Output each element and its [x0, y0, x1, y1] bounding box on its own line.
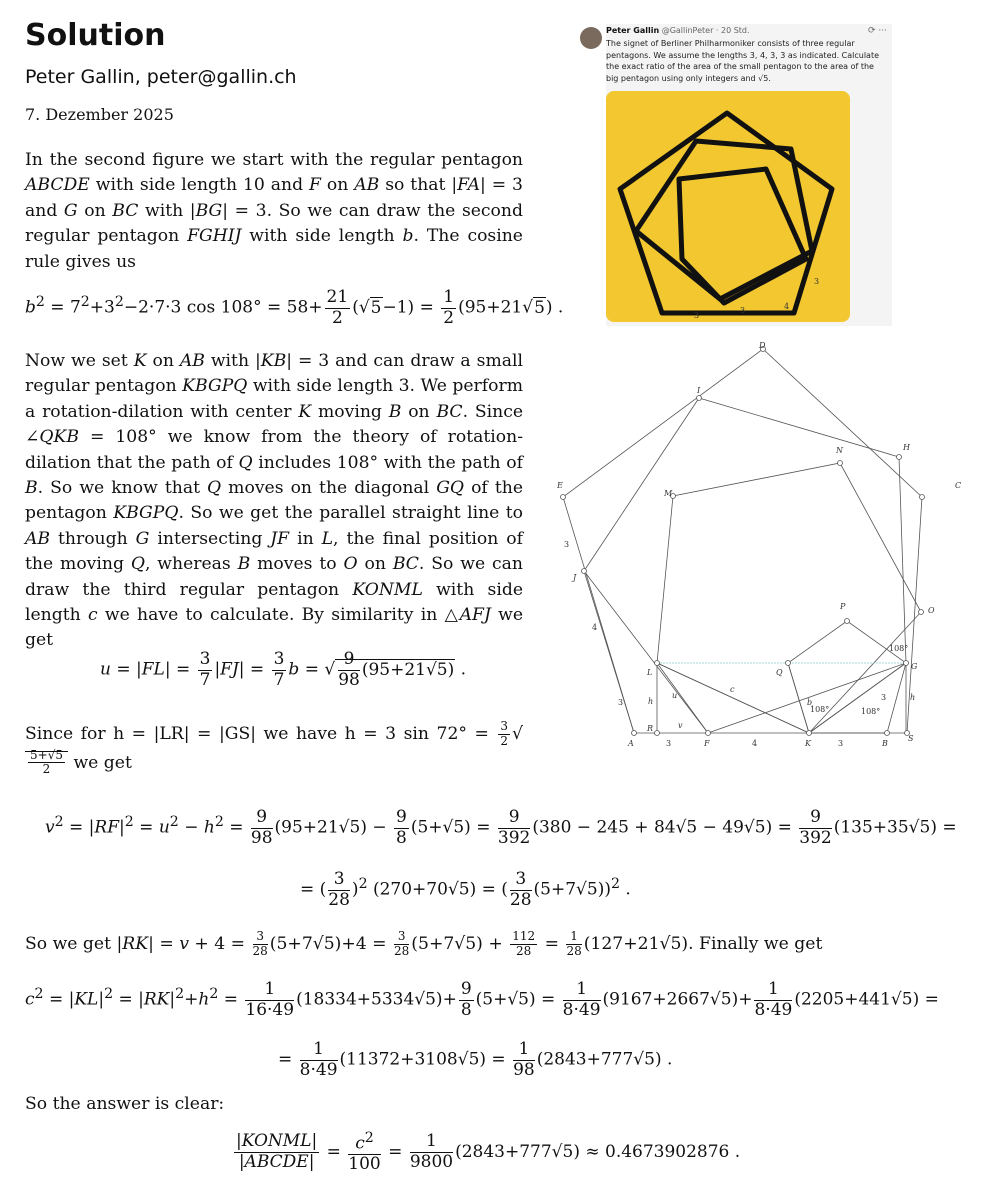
equation-c-squared-2: = $\frac{1}{8\cdot 49}$ (11372+3108√5) = $\frac{1}{98}$ (2843+777√5) .	[278, 1039, 673, 1080]
point-label: R	[647, 724, 654, 733]
point-label: M	[664, 489, 673, 498]
height-text: Since for h = |LR| = |GS| we have h = 3 sin 72° =	[25, 723, 489, 744]
signet-label: 4	[784, 302, 790, 311]
signet-label: 3	[814, 277, 820, 286]
point-label: L	[647, 668, 653, 677]
point-label: A	[628, 739, 634, 748]
equation-v-squared-2: = ( $\frac{3}{28}$ )$^2$ (270+70√5) = ( $\frac{3}{28}$ (5+7√5))$^2$ .	[300, 869, 631, 910]
angle-label: 108°	[889, 644, 909, 653]
segment-label: b	[807, 698, 813, 707]
signet-label: 3	[740, 306, 746, 315]
paragraph-answer: So the answer is clear:	[25, 1094, 225, 1114]
segment-label: 3	[564, 540, 570, 549]
tweet-text: The signet of Berliner Philharmoniker consists of three regular pentagons. We assume the lengths 3, 4, 3, 3 as indicated. Calculate the exact ratio of the area of the small pentagon to the area of the big pentagon using only integers and √5.	[606, 39, 880, 83]
tweet-author: Peter Gallin	[606, 26, 660, 35]
equation-u: u = |FL| = $\frac{3}{7}$ |FJ| = $\frac{3}{7}$ b = √ $\frac{9}{98}$ (95+21√5) .	[100, 649, 467, 690]
page-title: Solution	[25, 18, 166, 53]
date-line: 7. Dezember 2025	[25, 105, 174, 124]
equation-v-squared: $v^2 = |RF|^2 = u^2 - h^2$ = $\frac{9}{98}$ (95+21√5) − $\frac{9}{8}$ (5+√5) = $\frac{9}{392}$ (380 − 245 + 84√5 − 49√5) = $\frac{9}{392}$ (135+35√5) =	[45, 807, 957, 848]
segment-label: 3	[618, 698, 624, 707]
paragraph-height: Since for h = |LR| = |GS| we have h = 3 sin 72° = $\frac{3}{2}$ √ $\frac{5+√5}{2}$ we get	[25, 719, 523, 777]
equation-c-squared: $c^2 = |KL|^2 = |RK|^2+h^2$ = $\frac{1}{16\cdot 49}$ (18334+5334√5)+ $\frac{9}{8}$ (5+√5) = $\frac{1}{8\cdot 49}$ (9167+2667√5)+ $\frac{1}{8\cdot 49}$ (2205+441√5) =	[25, 979, 939, 1020]
geometry-figure	[550, 335, 970, 755]
point-label: I	[697, 386, 701, 395]
equation-b-squared: $b^2 = 7^2+3^2-2\cdot 7\cdot 3$ cos 108° = 58+ $\frac{21}{2}$ (√5−1) = $\frac{1}{2}$ (95+21√5) .	[25, 287, 564, 328]
height-text-end: we get	[73, 752, 132, 773]
signet-pentagons	[606, 91, 850, 322]
point-label: G	[911, 662, 918, 671]
point-label: P	[840, 602, 846, 611]
tweet-header	[606, 26, 750, 35]
paragraph-intro: In the second figure we start with the regular pentagon ABCDE with side length 10 and F on AB so that |FA| = 3 and G on BC with |BG| = 3. So we can draw the second regular pentagon FGHIJ with side length b. The cosine rule gives us	[25, 150, 523, 272]
point-label: B	[882, 739, 888, 748]
angle-label: 108°	[810, 705, 830, 714]
point-label: J	[573, 573, 577, 582]
segment-label: c	[730, 685, 735, 694]
point-label: N	[836, 446, 843, 455]
equation-answer: $\frac{\text{|KONML|}}{\text{|ABCDE|}}$ = $\frac{c^2}{100}$ = $\frac{1}{9800}$ (2843+777√5) ≈ 0.4673902876 .	[236, 1130, 741, 1175]
point-label: F	[704, 739, 710, 748]
segment-label: 3	[881, 693, 887, 702]
point-label: O	[928, 606, 935, 615]
point-label: Q	[776, 668, 783, 677]
paragraph-rotation: Now we set K on AB with |KB| = 3 and can draw a small regular pentagon KBGPQ with side length 3. We perform a rotation-dilation with center K moving B on BC. Since ∠QKB = 108° we know from the theory of rotation-dilation that the path of Q includes 108° with the path of B. So we know that Q moves on the diagonal GQ of the pentagon KBGPQ. So we get the parallel straight line to AB through G intersecting JF in L, the final position of the moving Q, whereas B moves to O on BC. So we can draw the third regular pentagon KONML with side length c we have to calculate. By similarity in △AFJ we get	[25, 351, 524, 651]
segment-label: 3	[666, 739, 672, 748]
angle-label: 108°	[861, 707, 881, 716]
avatar	[580, 27, 602, 49]
point-label: K	[805, 739, 811, 748]
segment-label: v	[678, 721, 683, 730]
segment-label: 4	[592, 623, 598, 632]
segment-label: h	[910, 693, 916, 702]
point-label: C	[955, 481, 962, 490]
point-label: H	[903, 443, 910, 452]
segment-label: 3	[838, 739, 844, 748]
segment-label: 4	[752, 739, 758, 748]
point-label: E	[557, 481, 563, 490]
tweet-handle: @GallinPeter	[661, 26, 714, 35]
segment-label: h	[648, 697, 654, 706]
more-icon[interactable]: ⟳ ···	[868, 26, 887, 36]
tweet-time: · 20 Std.	[715, 26, 750, 35]
point-label: D	[759, 341, 766, 350]
segment-label: u	[672, 691, 678, 700]
paragraph-rk: So we get |RK| = v + 4 = $\frac{3}{28}$ (5+7√5)+4 = $\frac{3}{28}$ (5+7√5) + $\frac{112}{28}$ = $\frac{1}{28}$ (127+21√5). Finally we get	[25, 929, 823, 958]
point-label: S	[908, 734, 914, 743]
author-line: Peter Gallin, peter@gallin.ch	[25, 66, 297, 88]
signet-label: 3	[694, 311, 700, 320]
